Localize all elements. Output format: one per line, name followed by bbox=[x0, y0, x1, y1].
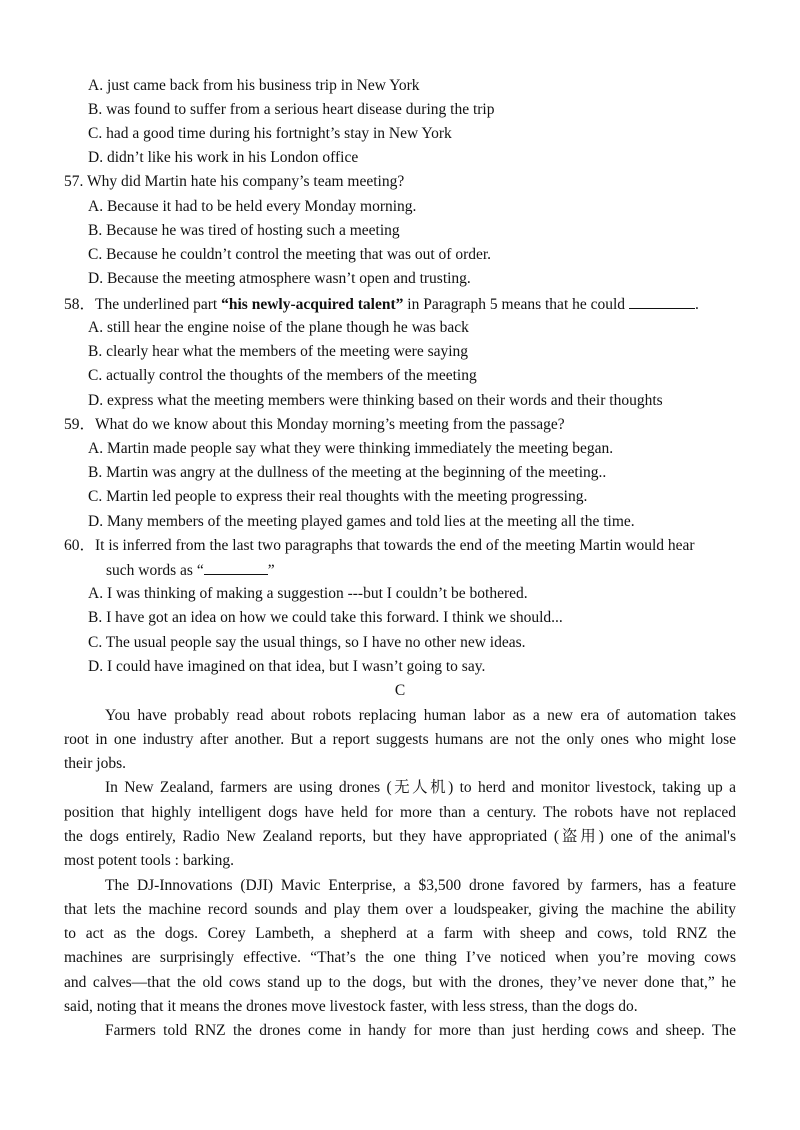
q60-stem-line1: 60．It is inferred from the last two paragraphs that towards the end of the meeting Martin would hear bbox=[64, 537, 695, 554]
paragraph-4-line: Farmers told RNZ the drones come in handy for more than just herding cows and sheep. The bbox=[105, 1022, 736, 1039]
paragraph-3-line: said, noting that it means the drones move livestock faster, with less stress, than the dogs do. bbox=[64, 998, 638, 1015]
q58-option-d: D. express what the meeting members were thinking based on their words and their thoughts bbox=[88, 392, 663, 409]
paragraph-2-line: In New Zealand, farmers are using drones (无人机) to herd and monitor livestock, taking up a bbox=[105, 779, 736, 796]
paragraph-1-line: their jobs. bbox=[64, 755, 126, 772]
q57-option-c: C. Because he couldn’t control the meeting that was out of order. bbox=[88, 246, 492, 263]
paragraph-3-line: that lets the machine record sounds and play them over a loudspeaker, giving the machine the ability bbox=[64, 901, 736, 918]
q60-stem-text: such words as “ bbox=[106, 562, 204, 579]
paragraph-3-line: The DJ-Innovations (DJI) Mavic Enterprise, a $3,500 drone favored by farmers, has a feature bbox=[105, 877, 736, 894]
q58-option-b: B. clearly hear what the members of the meeting were saying bbox=[88, 343, 469, 360]
q58-option-a: A. still hear the engine noise of the plane though he was back bbox=[88, 319, 469, 336]
q59-option-a: A. Martin made people say what they were thinking immediately the meeting began. bbox=[88, 440, 614, 457]
q57-stem: 57. Why did Martin hate his company’s team meeting? bbox=[64, 173, 405, 190]
q60-answer-blank bbox=[204, 560, 268, 575]
q60-option-c: C. The usual people say the usual things, so I have no other new ideas. bbox=[88, 634, 526, 651]
q60-option-d: D. I could have imagined on that idea, but I wasn’t going to say. bbox=[88, 658, 486, 675]
q60-stem-close-quote: ” bbox=[267, 562, 275, 579]
q58-stem bbox=[64, 294, 699, 315]
q58-option-c: C. actually control the thoughts of the members of the meeting bbox=[88, 367, 477, 384]
q56-option-d: D. didn’t like his work in his London office bbox=[88, 149, 359, 166]
q59-option-c: C. Martin led people to express their real thoughts with the meeting progressing. bbox=[88, 488, 588, 505]
q58-answer-blank bbox=[629, 294, 695, 309]
paragraph-2-line: position that highly intelligent dogs have held for more than a century. The robots have not replaced bbox=[64, 804, 736, 821]
paragraph-2-line: most potent tools : barking. bbox=[64, 852, 235, 869]
paragraph-1-line: You have probably read about robots replacing human labor as a new era of automation takes bbox=[105, 707, 736, 724]
q58-stem-text: 58．The underlined part bbox=[64, 296, 222, 313]
q57-option-b: B. Because he was tired of hosting such a meeting bbox=[88, 222, 400, 239]
section-heading: C bbox=[394, 682, 406, 699]
q58-stem-text-2: in Paragraph 5 means that he could bbox=[403, 296, 629, 313]
q59-option-d: D. Many members of the meeting played games and told lies at the meeting all the time. bbox=[88, 513, 635, 530]
q58-underlined-phrase: “his newly-acquired talent” bbox=[221, 296, 404, 313]
q60-option-b: B. I have got an idea on how we could take this forward. I think we should... bbox=[88, 609, 563, 626]
q60-option-a: A. I was thinking of making a suggestion ---but I couldn’t be bothered. bbox=[88, 585, 528, 602]
q57-option-a: A. Because it had to be held every Monday morning. bbox=[88, 198, 417, 215]
paragraph-3-line: to act as the dogs. Corey Lambeth, a shepherd at a farm with sheep and cows, told RNZ the bbox=[64, 925, 736, 942]
q56-option-c: C. had a good time during his fortnight’s stay in New York bbox=[88, 125, 452, 142]
q59-option-b: B. Martin was angry at the dullness of the meeting at the beginning of the meeting.. bbox=[88, 464, 607, 481]
q59-stem: 59．What do we know about this Monday morning’s meeting from the passage? bbox=[64, 416, 565, 433]
q57-option-d: D. Because the meeting atmosphere wasn’t open and trusting. bbox=[88, 270, 471, 287]
q60-stem-line2 bbox=[106, 560, 275, 581]
paragraph-3-line: machines are surprisingly effective. “That’s the one thing I’ve noticed when you’re moving cows bbox=[64, 949, 736, 966]
q58-stem-end: . bbox=[694, 296, 699, 313]
paragraph-3-line: and calves—that the old cows stand up to the dogs, but with the drones, they’ve never done that,” he bbox=[64, 974, 736, 991]
q56-option-a: A. just came back from his business trip in New York bbox=[88, 77, 420, 94]
paragraph-1-line: root in one industry after another. But a report suggests humans are not the only ones who might lose bbox=[64, 731, 736, 748]
q56-option-b: B. was found to suffer from a serious heart disease during the trip bbox=[88, 101, 495, 118]
paragraph-2-line: the dogs entirely, Radio New Zealand reports, but they have appropriated (盗用) one of the animal's bbox=[64, 828, 736, 845]
